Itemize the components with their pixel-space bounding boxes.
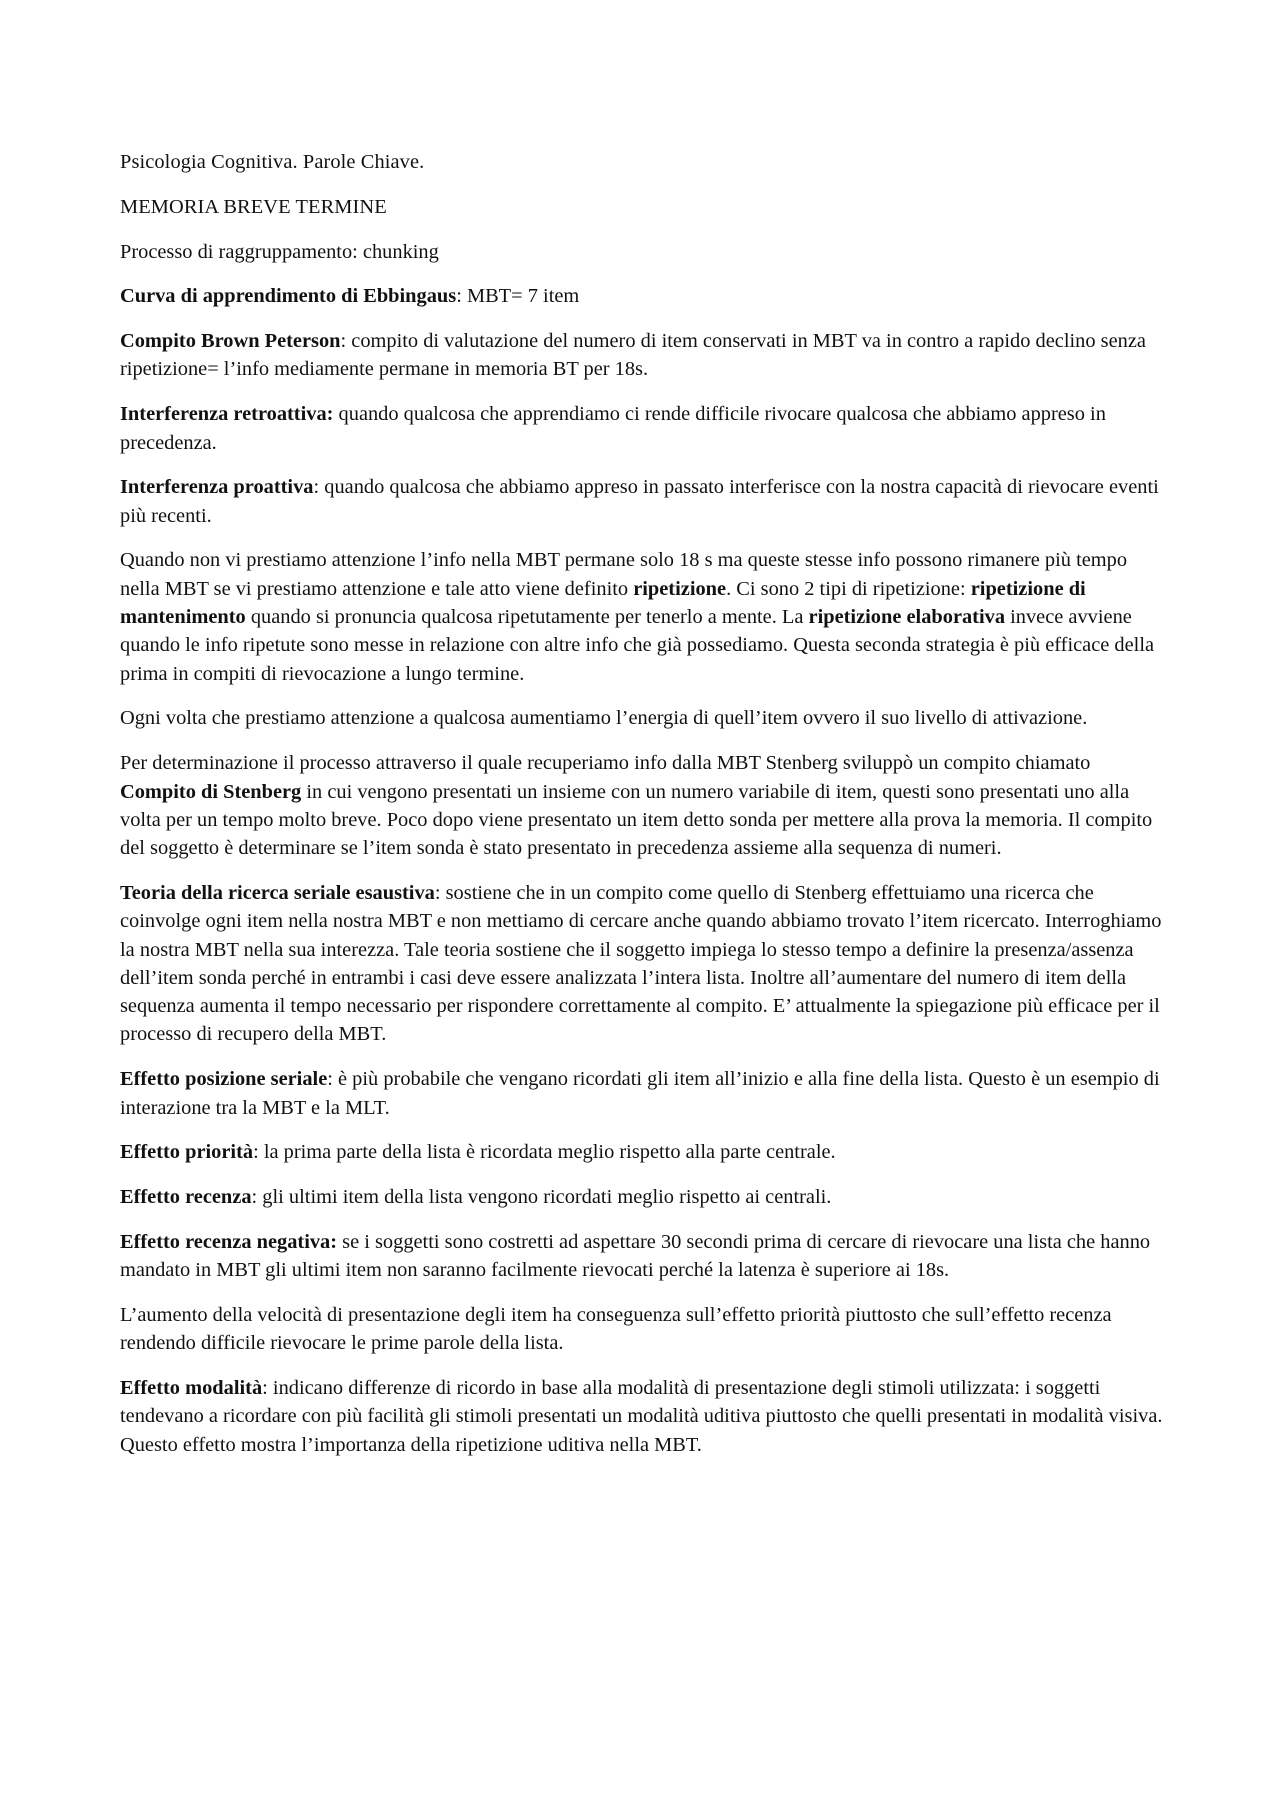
text-run: Quando non vi prestiamo attenzione l’info nella MBT permane solo 18 s ma queste stesse info possono rimanere più tempo nella MBT se vi prestiamo attenzione e tale atto viene definito xyxy=(120,549,1128,600)
paragraph xyxy=(120,1183,1165,1211)
paragraph xyxy=(120,879,1165,1049)
text-run: Processo di raggruppamento: chunking xyxy=(120,240,439,263)
document-page xyxy=(120,148,1165,1475)
bold-term: Compito di Stenberg xyxy=(120,780,302,803)
paragraph xyxy=(120,473,1165,530)
paragraph xyxy=(120,704,1165,732)
text-run: : quando qualcosa che abbiamo appreso in passato interferisce con la nostra capacità di rievocare eventi più recenti. xyxy=(120,476,1159,527)
bold-term: ripetizione xyxy=(633,577,727,600)
paragraph xyxy=(120,1065,1165,1122)
text-run: quando si pronuncia qualcosa ripetutamente per tenerlo a mente. La xyxy=(245,606,809,629)
paragraph xyxy=(120,327,1165,384)
text-run: quando qualcosa che apprendiamo ci rende difficile rivocare qualcosa che abbiamo appreso in precedenza. xyxy=(120,403,1106,454)
text-run: Per determinazione il processo attraverso il quale recuperiamo info dalla MBT Stenberg sviluppò un compito chiamato xyxy=(120,752,1091,775)
bold-term: Effetto modalità xyxy=(120,1377,263,1400)
text-run: : compito di valutazione del numero di item conservati in MBT va in contro a rapido declino senza ripetizione= l’info mediamente permane in memoria BT per 18s. xyxy=(120,330,1146,381)
text-run: : gli ultimi item della lista vengono ricordati meglio rispetto ai centrali. xyxy=(251,1186,832,1209)
paragraph xyxy=(120,1374,1165,1459)
text-run: L’aumento della velocità di presentazione degli item ha conseguenza sull’effetto priorità piuttosto che sull’effetto recenza rendendo difficile rievocare le prime parole della lista. xyxy=(120,1304,1112,1355)
bold-term: ripetizione elaborativa xyxy=(808,606,1006,629)
bold-term: Teoria della ricerca seriale esaustiva xyxy=(120,881,435,904)
text-run: : è più probabile che vengano ricordati gli item all’inizio e alla fine della lista. Questo è un esempio di interazione tra la MBT e la MLT. xyxy=(120,1068,1160,1119)
text-run: in cui vengono presentati un insieme con un numero variabile di item, questi sono presentati uno alla volta per un tempo molto breve. Poco dopo viene presentato un item detto sonda per mettere alla prova la memoria. Il compito del soggetto è determinare se l’item sonda è stato presentato in precedenza assieme alla sequenza di numeri. xyxy=(120,780,1153,860)
section-heading: MEMORIA BREVE TERMINE xyxy=(120,195,387,218)
bold-term: Compito Brown Peterson xyxy=(120,330,341,353)
paragraph xyxy=(120,1138,1165,1166)
paragraph xyxy=(120,749,1165,862)
text-run: : indicano differenze di ricordo in base alla modalità di presentazione degli stimoli utilizzata: i soggetti tendevano a ricordare con più facilità gli stimoli presentati un modalità uditiva piuttosto che quelli presentati in modalità visiva. Questo effetto mostra l’importanza della ripetizione uditiva nella MBT. xyxy=(120,1377,1163,1456)
paragraph xyxy=(120,400,1165,457)
text-run: Ogni volta che prestiamo attenzione a qualcosa aumentiamo l’energia di quell’item ovvero il suo livello di attivazione. xyxy=(120,707,1088,730)
text-run: se i soggetti sono costretti ad aspettare 30 secondi prima di cercare di rievocare una lista che hanno mandato in MBT gli ultimi item non saranno facilmente rievocati perché la latenza è superiore ai 18s. xyxy=(120,1230,1151,1282)
paragraph xyxy=(120,282,1165,310)
paragraph xyxy=(120,1301,1165,1358)
bold-term: Interferenza retroattiva: xyxy=(120,403,334,426)
text-run: : la prima parte della lista è ricordata meglio rispetto alla parte centrale. xyxy=(253,1141,836,1164)
bold-term: Curva di apprendimento di Ebbingaus xyxy=(120,285,457,308)
text-run: : MBT= 7 item xyxy=(456,285,580,308)
text-run: : sostiene che in un compito come quello di Stenberg effettuiamo una ricerca che coinvolge ogni item nella nostra MBT e non mettiamo di cercare anche quando abbiamo trovato l’item ricercato. Interroghiamo la nostra MBT nella sua interezza. Tale teoria sostiene che il soggetto impiega lo stesso tempo a definire la presenza/assenza dell’item sonda perché in entrambi i casi deve essere analizzata l’intera lista. Inoltre all’aumentare del numero di item della sequenza aumenta il tempo necessario per rispondere correttamente al compito. E’ attualmente la spiegazione più efficace per il processo di recupero della MBT. xyxy=(120,881,1162,1046)
paragraph xyxy=(120,1228,1165,1285)
text-run: invece avviene quando le info ripetute sono messe in relazione con altre info che già possediamo. Questa seconda strategia è più efficace della prima in compiti di rievocazione a lungo termine. xyxy=(120,606,1155,685)
bold-term: ripetizione di mantenimento xyxy=(120,577,1086,629)
document-body xyxy=(120,238,1165,1459)
bold-term: Interferenza proattiva xyxy=(120,476,314,499)
bold-term: Effetto recenza xyxy=(120,1186,252,1209)
bold-term: Effetto priorità xyxy=(120,1141,254,1164)
paragraph xyxy=(120,546,1165,687)
bold-term: Effetto recenza negativa: xyxy=(120,1230,338,1253)
document-title: Psicologia Cognitiva. Parole Chiave. xyxy=(120,151,425,173)
paragraph xyxy=(120,238,1165,266)
text-run: . Ci sono 2 tipi di ripetizione: xyxy=(726,577,971,600)
bold-term: Effetto posizione seriale xyxy=(120,1068,328,1091)
